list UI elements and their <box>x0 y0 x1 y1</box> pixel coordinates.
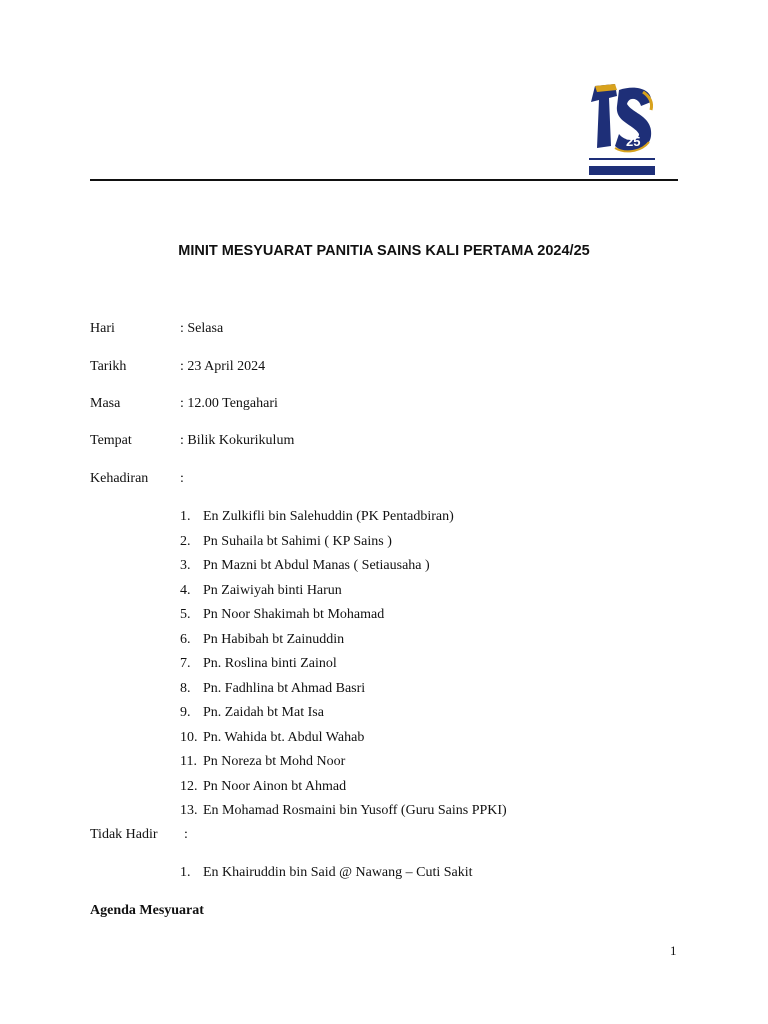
list-number: 11. <box>180 754 197 769</box>
list-number: 12. <box>180 778 198 794</box>
attendee-name: En Mohamad Rosmaini bin Yusoff (Guru Sains PPKI) <box>203 803 507 818</box>
meta-label: Tempat <box>90 433 132 448</box>
attendee-name: Pn Mazni bt Abdul Manas ( Setiausaha ) <box>203 558 430 573</box>
meta-value: : Bilik Kokurikulum <box>180 433 295 448</box>
attendee-name: Pn Suhaila bt Sahimi ( KP Sains ) <box>203 533 392 549</box>
list-number: 6. <box>180 631 191 647</box>
list-number: 10. <box>180 729 198 745</box>
page-number: 1 <box>670 943 677 958</box>
attendee-name: En Zulkifli bin Salehuddin (PK Pentadbiran) <box>203 509 454 524</box>
absent-label: Tidak Hadir <box>90 827 158 842</box>
attendee-name: Pn. Fadhlina bt Ahmad Basri <box>203 680 366 696</box>
absent-value: : <box>184 827 188 842</box>
attendee-name: Pn. Zaidah bt Mat Isa <box>203 705 324 720</box>
attendee-name: Pn Noreza bt Mohd Noor <box>203 754 346 769</box>
meta-value: : Selasa <box>180 321 224 336</box>
meta-label: Masa <box>90 396 121 411</box>
list-number: 13. <box>180 803 198 818</box>
logo-number: 25 <box>626 134 641 149</box>
meta-label: Kehadiran <box>90 471 149 486</box>
meta-label: Hari <box>90 321 115 336</box>
header-divider <box>90 179 678 181</box>
attendee-name: Pn Noor Shakimah bt Mohamad <box>203 607 385 622</box>
list-number: 4. <box>180 582 191 598</box>
list-number: 2. <box>180 533 191 549</box>
list-number: 5. <box>180 607 191 622</box>
list-number: 9. <box>180 705 191 720</box>
attendee-name: Pn Habibah bt Zainuddin <box>203 631 345 647</box>
attendee-name: Pn. Wahida bt. Abdul Wahab <box>203 729 365 745</box>
list-number: 8. <box>180 680 191 696</box>
meta-value: : 23 April 2024 <box>180 359 266 374</box>
school-logo-icon <box>585 80 659 178</box>
meta-label: Tarikh <box>90 359 127 374</box>
list-number: 1. <box>180 509 191 524</box>
list-number: 1. <box>180 865 191 880</box>
meta-value: : 12.00 Tengahari <box>180 396 278 411</box>
absentee-name: En Khairuddin bin Said @ Nawang – Cuti Sakit <box>203 865 473 880</box>
attendee-name: Pn Noor Ainon bt Ahmad <box>203 778 347 794</box>
agenda-heading: Agenda Mesyuarat <box>90 903 204 918</box>
list-number: 7. <box>180 656 191 671</box>
list-number: 3. <box>180 558 191 573</box>
meta-value: : <box>180 471 184 486</box>
attendee-name: Pn Zaiwiyah binti Harun <box>203 582 342 598</box>
attendee-name: Pn. Roslina binti Zainol <box>203 656 337 671</box>
page-title: MINIT MESYUARAT PANITIA SAINS KALI PERTAMA 2024/25 <box>178 243 590 259</box>
